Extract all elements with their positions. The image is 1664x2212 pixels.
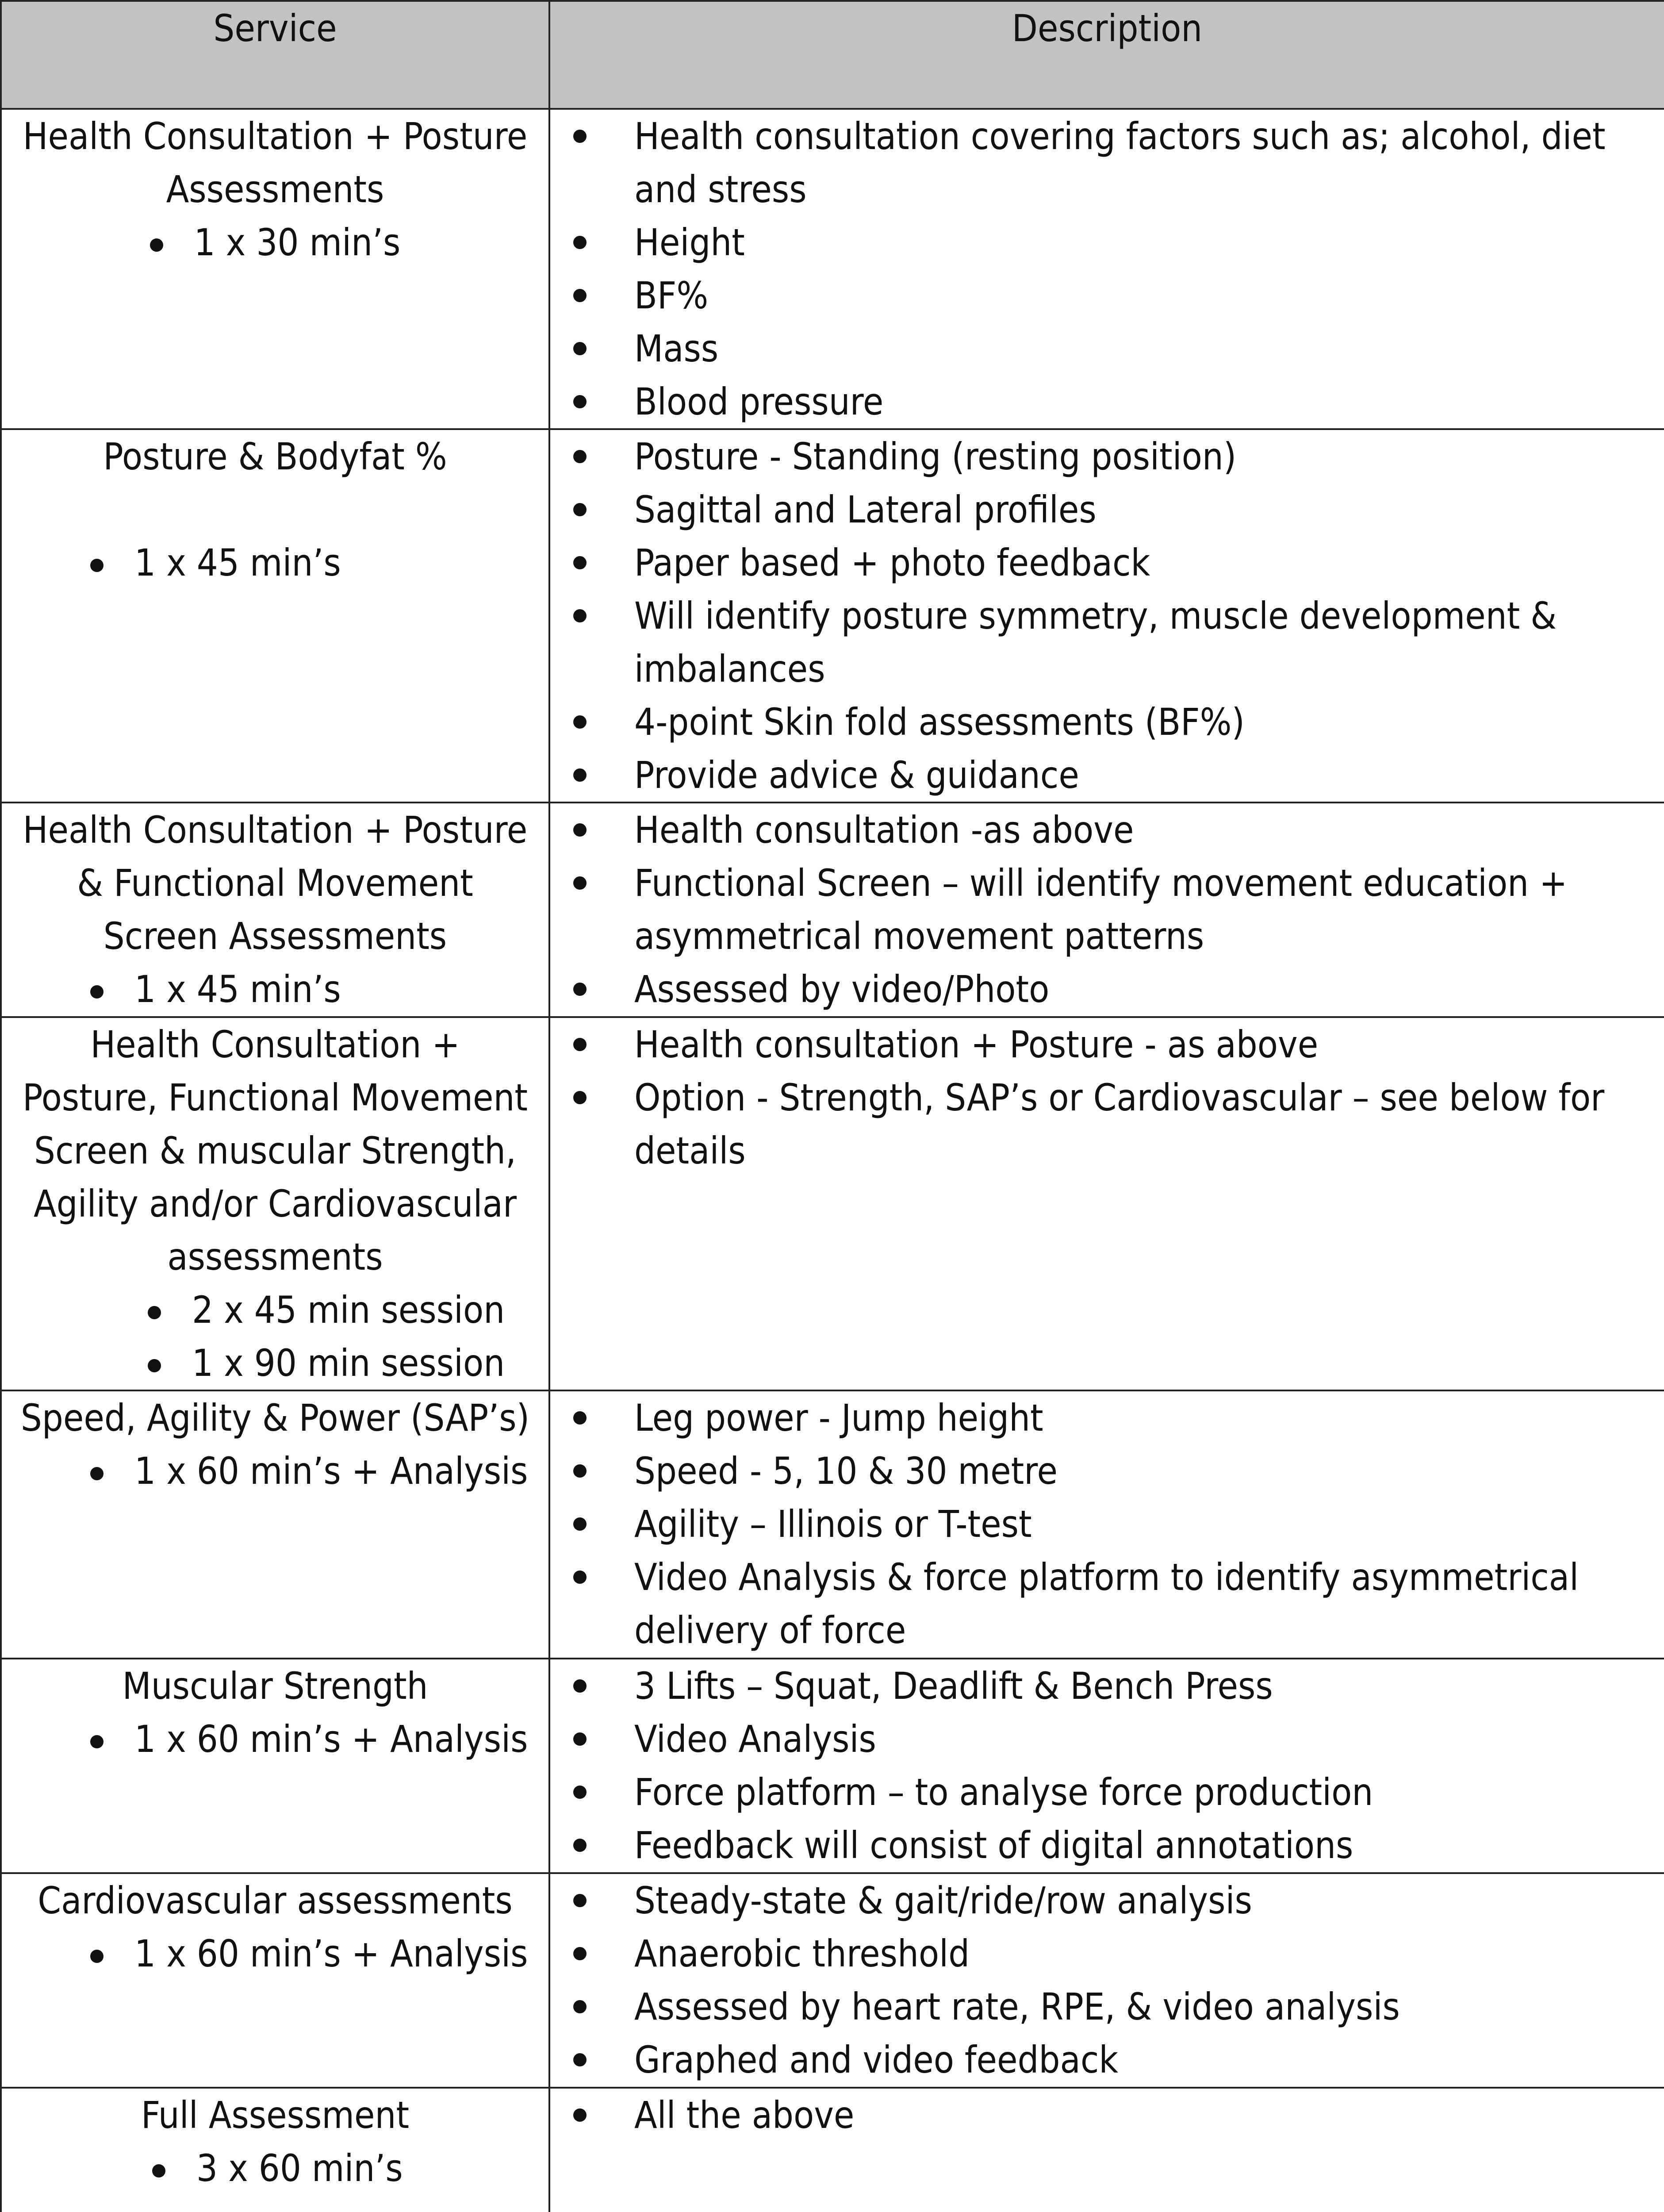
description-item: Force platform – to analyse force production [550, 1766, 1664, 1819]
table-row [1, 109, 1664, 429]
description-item: 3 Lifts – Squat, Deadlift & Bench Press [550, 1659, 1664, 1713]
service-bullet: 1 x 60 min’s + Analysis [90, 1713, 548, 1766]
service-cell [1, 1659, 549, 1873]
bullet-icon [573, 715, 587, 729]
description-item: Feedback will consist of digital annotations [550, 1819, 1664, 1872]
bullet-icon [573, 1091, 587, 1104]
bullet-icon [148, 1359, 161, 1372]
bullet-icon [573, 1786, 587, 1799]
table-row [1, 803, 1664, 1017]
service-bullets [2, 1283, 548, 1390]
description-item: Will identify posture symmetry, muscle development & imbalances [550, 589, 1664, 695]
service-bullet: 1 x 90 min session [148, 1336, 548, 1390]
description-item: Health consultation -as above [550, 803, 1664, 856]
bullet-icon [573, 1411, 587, 1425]
table-header-row [1, 1, 1664, 109]
service-title: Muscular Strength [122, 1664, 428, 1708]
service-title: Posture & Bodyfat % [103, 435, 447, 478]
bullet-icon [573, 236, 587, 249]
description-cell [549, 1390, 1664, 1659]
description-item: Health consultation covering factors such as; alcohol, diet and stress [550, 110, 1664, 216]
service-cell [1, 109, 549, 429]
bullet-icon [573, 503, 587, 516]
description-item: Assessed by heart rate, RPE, & video analysis [550, 1980, 1664, 2033]
description-item: Assessed by video/Photo [550, 963, 1664, 1016]
bullet-icon [573, 1947, 587, 1960]
description-cell [549, 2088, 1664, 2212]
bullet-icon [573, 1464, 587, 1478]
description-list [550, 1391, 1664, 1657]
table-row [1, 429, 1664, 803]
service-bullet: 2 x 45 min session [148, 1283, 548, 1336]
service-title: Cardiovascular assessments [38, 1879, 513, 1922]
bullet-icon [573, 1732, 587, 1746]
service-bullets [2, 1444, 548, 1498]
bullet-icon [573, 1571, 587, 1584]
description-cell [549, 1873, 1664, 2088]
description-item: Anaerobic threshold [550, 1927, 1664, 1980]
description-item: Functional Screen – will identify movement education + asymmetrical movement patterns [550, 856, 1664, 963]
description-item: Speed - 5, 10 & 30 metre [550, 1444, 1664, 1498]
description-item: Video Analysis [550, 1713, 1664, 1766]
bullet-icon [573, 876, 587, 890]
description-cell [549, 109, 1664, 429]
header-service: Service [1, 1, 549, 109]
bullet-icon [573, 1839, 587, 1852]
bullet-icon [90, 1735, 104, 1748]
description-item: Option - Strength, SAP’s or Cardiovascular – see below for details [550, 1071, 1664, 1177]
description-item: BF% [550, 269, 1664, 322]
service-cell [1, 2088, 549, 2212]
service-bullet: 1 x 60 min’s + Analysis [90, 1927, 548, 1980]
service-title: Speed, Agility & Power (SAP’s) [20, 1396, 530, 1440]
description-item: All the above [550, 2089, 1664, 2142]
service-bullet: 1 x 45 min’s [90, 963, 548, 1016]
bullet-icon [573, 1517, 587, 1531]
description-cell [549, 803, 1664, 1017]
bullet-icon [573, 130, 587, 143]
bullet-icon [150, 238, 163, 252]
bullet-icon [573, 1038, 587, 1051]
description-cell [549, 1017, 1664, 1390]
bullet-icon [573, 983, 587, 996]
bullet-icon [573, 1894, 587, 1907]
description-item: Graphed and video feedback [550, 2033, 1664, 2086]
bullet-icon [148, 1306, 161, 1319]
table-row [1, 1659, 1664, 1873]
description-item: Posture - Standing (resting position) [550, 430, 1664, 483]
table-row [1, 1390, 1664, 1659]
bullet-icon [573, 609, 587, 622]
description-item: Leg power - Jump height [550, 1391, 1664, 1444]
description-item: Blood pressure [550, 375, 1664, 428]
service-bullets [2, 1927, 548, 1980]
description-list [550, 803, 1664, 1016]
table-row [1, 2088, 1664, 2212]
description-item: Provide advice & guidance [550, 749, 1664, 802]
description-list [550, 2089, 1664, 2142]
service-title: Health Consultation + Posture Assessments [23, 115, 528, 211]
description-list [550, 110, 1664, 428]
description-cell [549, 1659, 1664, 1873]
bullet-icon [573, 2108, 587, 2122]
service-bullets [2, 536, 548, 589]
description-list [550, 1018, 1664, 1177]
bullet-icon [573, 450, 587, 463]
bullet-icon [573, 289, 587, 302]
service-cell [1, 1017, 549, 1390]
description-item: Steady-state & gait/ride/row analysis [550, 1874, 1664, 1927]
service-bullet: 1 x 60 min’s + Analysis [90, 1444, 548, 1498]
service-cell [1, 429, 549, 803]
description-item: Sagittal and Lateral profiles [550, 483, 1664, 536]
bullet-icon [573, 823, 587, 837]
bullet-icon [573, 556, 587, 569]
description-item: 4-point Skin fold assessments (BF%) [550, 695, 1664, 749]
service-cell [1, 1873, 549, 2088]
service-bullet: 3 x 60 min’s [152, 2142, 548, 2195]
description-list [550, 1659, 1664, 1872]
service-bullets [2, 963, 548, 1016]
bullet-icon [573, 1679, 587, 1693]
bullet-icon [90, 1950, 104, 1963]
service-title: Health Consultation + Posture & Functional Movement Screen Assessments [23, 808, 528, 958]
service-title: Health Consultation + Posture, Functional Movement Screen & muscular Strength, Agility and/or Cardiovascular assessments [23, 1023, 528, 1279]
header-description: Description [549, 1, 1664, 109]
service-title: Full Assessment [141, 2093, 410, 2137]
description-item: Paper based + photo feedback [550, 536, 1664, 589]
service-bullets [2, 216, 548, 269]
description-list [550, 1874, 1664, 2086]
table-row [1, 1873, 1664, 2088]
description-item: Agility – Illinois or T-test [550, 1498, 1664, 1551]
description-list [550, 430, 1664, 802]
table-row [1, 1017, 1664, 1390]
bullet-icon [573, 342, 587, 355]
service-bullet: 1 x 30 min’s [2, 216, 548, 269]
bullet-icon [573, 2000, 587, 2013]
bullet-icon [90, 559, 104, 572]
bullet-icon [90, 985, 104, 998]
service-cell [1, 1390, 549, 1659]
service-bullets [2, 1713, 548, 1766]
bullet-icon [90, 1467, 104, 1480]
bullet-icon [573, 768, 587, 782]
bullet-icon [573, 2053, 587, 2066]
description-item: Video Analysis & force platform to identify asymmetrical delivery of force [550, 1551, 1664, 1657]
description-item: Height [550, 216, 1664, 269]
description-item: Mass [550, 322, 1664, 375]
bullet-icon [573, 395, 587, 408]
service-bullet: 1 x 45 min’s [90, 536, 548, 589]
service-bullets [2, 2142, 548, 2195]
description-cell [549, 429, 1664, 803]
bullet-icon [152, 2164, 165, 2177]
service-cell [1, 803, 549, 1017]
description-item: Health consultation + Posture - as above [550, 1018, 1664, 1071]
